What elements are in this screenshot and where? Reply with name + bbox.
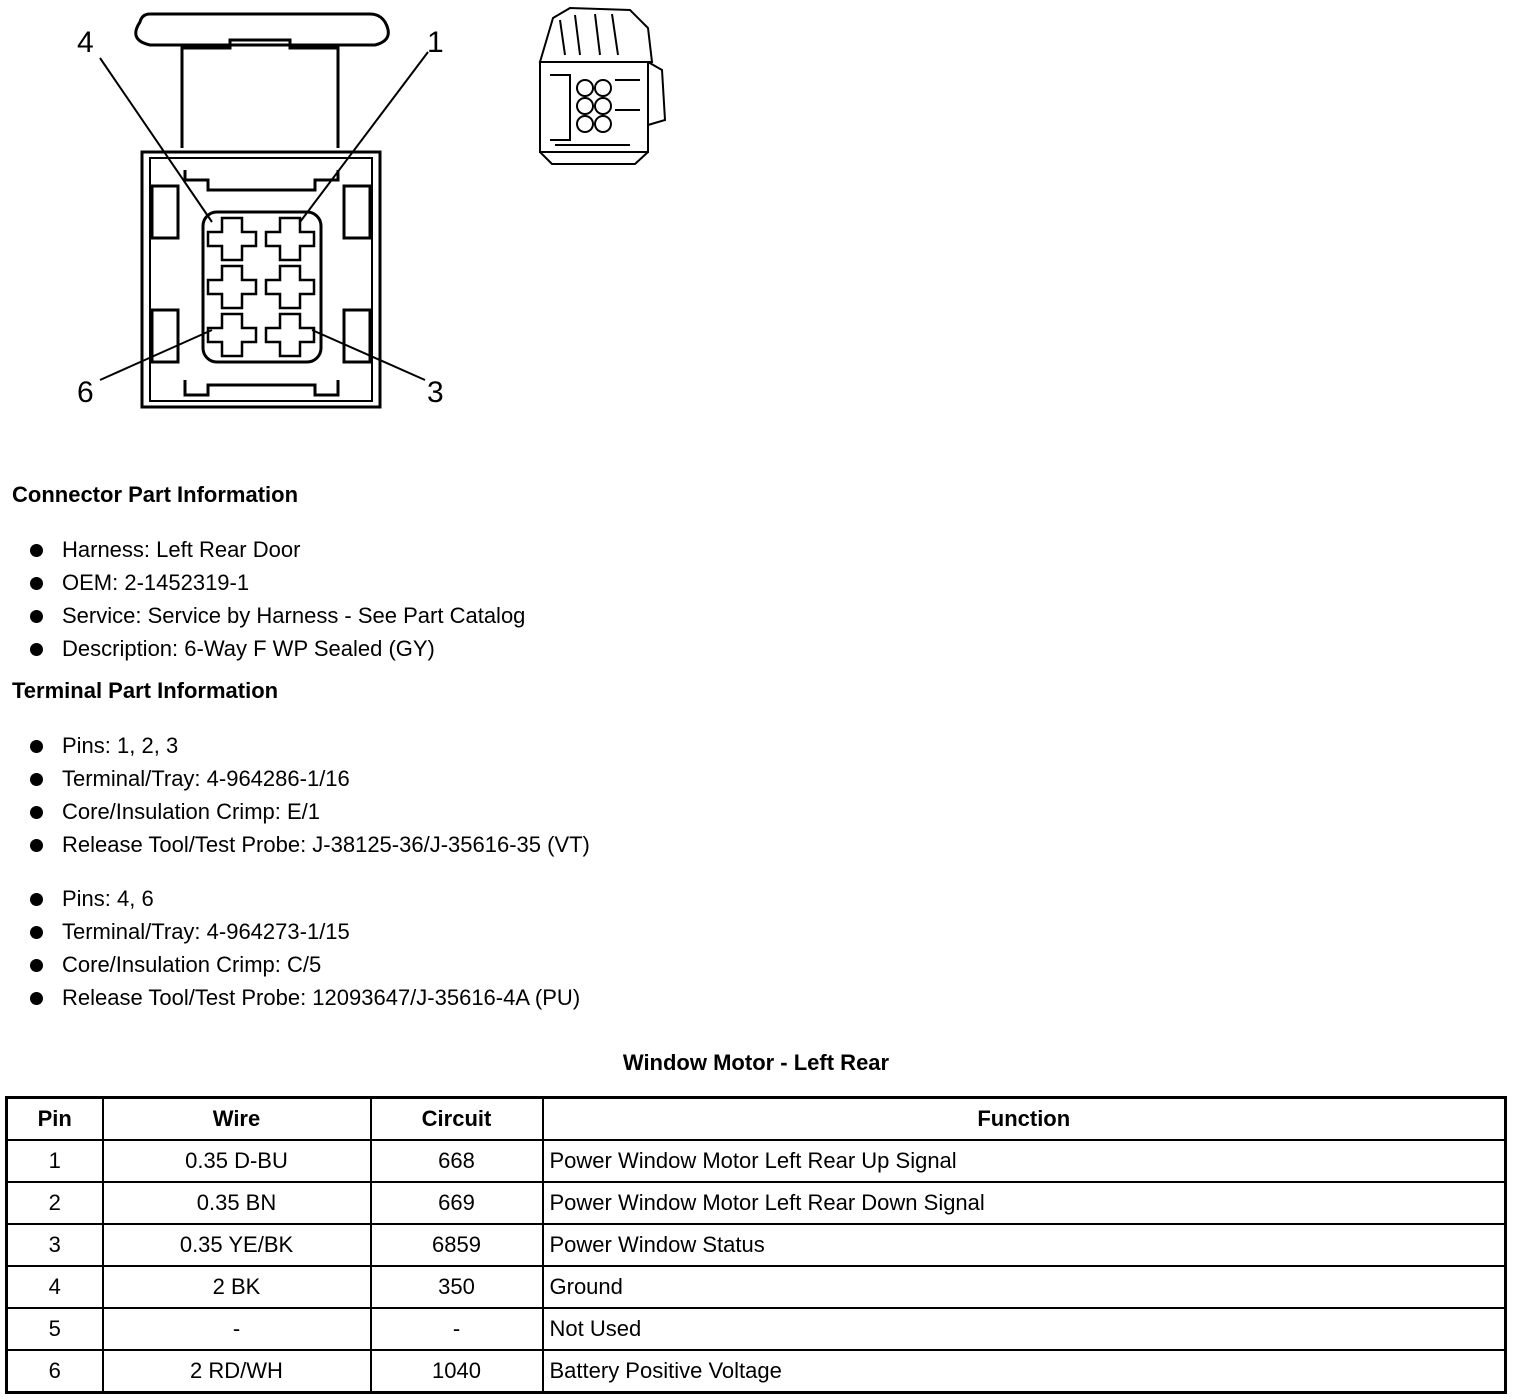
list-item: Pins: 4, 6	[28, 882, 580, 915]
table-row	[7, 1266, 1506, 1308]
list-item: Terminal/Tray: 4-964273-1/15	[28, 915, 580, 948]
cell-function: Ground	[543, 1266, 1506, 1308]
list-item: Core/Insulation Crimp: C/5	[28, 948, 580, 981]
list-item: Pins: 1, 2, 3	[28, 729, 590, 762]
connector-info-title: Connector Part Information	[12, 482, 299, 507]
terminal-info-list-1	[28, 729, 590, 861]
pin-label-4: 4	[77, 26, 94, 59]
table-row	[7, 1350, 1506, 1393]
header-function: Function	[543, 1098, 1506, 1141]
list-item: Service: Service by Harness - See Part Catalog	[28, 599, 525, 632]
pin-label-3: 3	[427, 376, 444, 409]
list-item: Harness: Left Rear Door	[28, 533, 525, 566]
pin-label-1: 1	[427, 26, 444, 59]
cell-wire: -	[103, 1308, 371, 1350]
cell-circuit: 1040	[371, 1350, 543, 1393]
cell-wire: 2 BK	[103, 1266, 371, 1308]
cell-pin: 1	[7, 1140, 103, 1182]
cell-pin: 4	[7, 1266, 103, 1308]
cell-wire: 0.35 BN	[103, 1182, 371, 1224]
cell-pin: 2	[7, 1182, 103, 1224]
cell-wire: 2 RD/WH	[103, 1350, 371, 1393]
table-title: Window Motor - Left Rear	[622, 1050, 890, 1075]
header-pin: Pin	[7, 1098, 103, 1141]
table-row	[7, 1308, 1506, 1350]
cell-pin: 5	[7, 1308, 103, 1350]
terminal-info-list-2	[28, 882, 580, 1014]
cell-circuit: -	[371, 1308, 543, 1350]
connector-face-diagram	[0, 0, 700, 430]
cell-function: Power Window Status	[543, 1224, 1506, 1266]
list-item: Core/Insulation Crimp: E/1	[28, 795, 590, 828]
cell-pin: 6	[7, 1350, 103, 1393]
table-row	[7, 1140, 1506, 1182]
list-item: Description: 6-Way F WP Sealed (GY)	[28, 632, 525, 665]
table-header-row	[7, 1098, 1506, 1141]
table-row	[7, 1224, 1506, 1266]
cell-pin: 3	[7, 1224, 103, 1266]
table-row	[7, 1182, 1506, 1224]
list-item: Terminal/Tray: 4-964286-1/16	[28, 762, 590, 795]
header-circuit: Circuit	[371, 1098, 543, 1141]
cell-function: Not Used	[543, 1308, 1506, 1350]
cell-function: Power Window Motor Left Rear Down Signal	[543, 1182, 1506, 1224]
cell-circuit: 6859	[371, 1224, 543, 1266]
list-item: Release Tool/Test Probe: J-38125-36/J-35616-35 (VT)	[28, 828, 590, 861]
pinout-table	[5, 1096, 1507, 1394]
connector-info-list	[28, 533, 525, 665]
connector-thumbnail	[540, 8, 665, 164]
cell-function: Power Window Motor Left Rear Up Signal	[543, 1140, 1506, 1182]
header-wire: Wire	[103, 1098, 371, 1141]
list-item: OEM: 2-1452319-1	[28, 566, 525, 599]
cell-function: Battery Positive Voltage	[543, 1350, 1506, 1393]
cell-circuit: 350	[371, 1266, 543, 1308]
cell-circuit: 669	[371, 1182, 543, 1224]
pin-label-6: 6	[77, 376, 94, 409]
cell-circuit: 668	[371, 1140, 543, 1182]
list-item: Release Tool/Test Probe: 12093647/J-35616-4A (PU)	[28, 981, 580, 1014]
cell-wire: 0.35 YE/BK	[103, 1224, 371, 1266]
terminal-info-title: Terminal Part Information	[12, 678, 279, 703]
cell-wire: 0.35 D-BU	[103, 1140, 371, 1182]
